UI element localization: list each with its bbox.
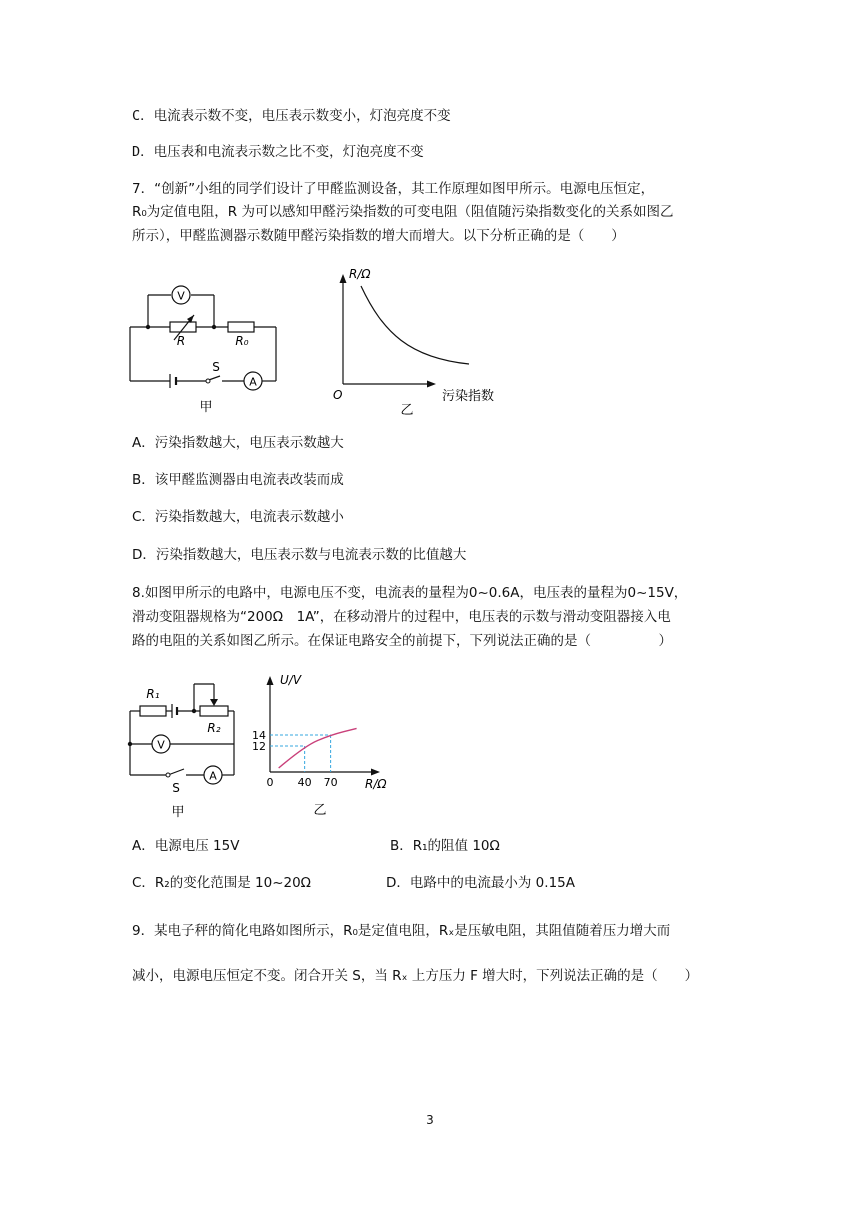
q7-option-a: A．污染指数越大，电压表示数越大: [132, 435, 344, 451]
svg-text:污染指数: 污染指数: [442, 389, 495, 404]
q8-stem-line-1: 8.如图甲所示的电路中，电源电压不变，电流表的量程为0~0.6A，电压表的量程为0~15V，: [132, 585, 688, 601]
q9-stem-line-1: 9．某电子秤的简化电路如图所示，R₀是定值电阻，Rₓ是压敏电阻，其阻值随着压力增大而: [132, 923, 671, 939]
q8-option-d: D．电路中的电流最小为 0.15A: [386, 875, 575, 891]
x-axis-label: R/Ω: [365, 777, 387, 791]
q9-stem-line-2: 减小，电源电压恒定不变。闭合开关 S，当 Rₓ 上方压力 F 增大时，下列说法正确的是（ ）: [132, 968, 699, 984]
y-tick-label: 12: [252, 740, 266, 753]
svg-text:R: R: [176, 334, 186, 348]
svg-text:R/Ω: R/Ω: [349, 267, 371, 281]
svg-text:V: V: [177, 289, 185, 303]
q7-circuit-diagram: [118, 275, 308, 420]
svg-text:R₂: R₂: [207, 721, 221, 735]
q7-stem-line-2: R₀为定值电阻，R 为可以感知甲醛污染指数的可变电阻（阻值随污染指数变化的关系如图乙: [132, 204, 674, 220]
q8-option-a: A．电源电压 15V: [132, 838, 240, 854]
q7-stem-line-1: 7．“创新”小组的同学们设计了甲醛监测设备，其工作原理如图甲所示。电源电压恒定，: [132, 181, 655, 197]
svg-text:V: V: [157, 738, 165, 752]
q8-option-b: B．R₁的阻值 10Ω: [390, 838, 500, 854]
q8-voltage-resistance-chart: [250, 662, 400, 822]
x-tick-label: 70: [323, 776, 338, 789]
page-number: 3: [426, 1113, 434, 1127]
q7-option-d: D．污染指数越大，电压表示数与电流表示数的比值越大: [132, 547, 467, 563]
y-tick-label: 14: [252, 729, 266, 742]
origin-label: 0: [266, 776, 274, 789]
chart-caption: 乙: [313, 803, 327, 818]
q8-option-c: C．R₂的变化范围是 10~20Ω: [132, 875, 311, 891]
y-axis-label: U/V: [280, 673, 302, 687]
svg-text:R₁: R₁: [146, 687, 160, 701]
svg-text:R₀: R₀: [235, 334, 249, 348]
x-tick-label: 40: [297, 776, 312, 789]
y-axis-arrow: [267, 676, 274, 685]
svg-text:O: O: [333, 388, 343, 402]
series-line: [279, 728, 357, 768]
svg-text:S: S: [212, 360, 220, 374]
q8-stem-line-2: 滑动变阻器规格为“200Ω 1A”，在移动滑片的过程中，电压表的示数与滑动变阻器接入电: [132, 609, 671, 625]
q8-stem-line-3: 路的电阻的关系如图乙所示。在保证电路安全的前提下，下列说法正确的是（ ）: [132, 633, 672, 649]
q7-option-c: C．污染指数越大，电流表示数越小: [132, 509, 344, 525]
svg-text:S: S: [172, 781, 180, 795]
svg-text:甲: 甲: [171, 805, 185, 820]
q6-option-d: D．电压表和电流表示数之比不变，灯泡亮度不变: [132, 144, 424, 160]
q8-circuit-diagram: [118, 672, 268, 822]
q7-resistance-graph: [325, 258, 525, 423]
svg-text:A: A: [209, 769, 217, 783]
x-axis-arrow: [371, 769, 380, 776]
q6-option-c: C．电流表示数不变，电压表示数变小，灯泡亮度不变: [132, 108, 451, 124]
q7-option-b: B．该甲醛监测器由电流表改装而成: [132, 472, 344, 488]
svg-text:乙: 乙: [400, 403, 414, 418]
svg-text:甲: 甲: [199, 400, 213, 415]
q7-stem-line-3: 所示），甲醛监测器示数随甲醛污染指数的增大而增大。以下分析正确的是（ ）: [132, 228, 625, 244]
svg-text:A: A: [249, 375, 257, 389]
